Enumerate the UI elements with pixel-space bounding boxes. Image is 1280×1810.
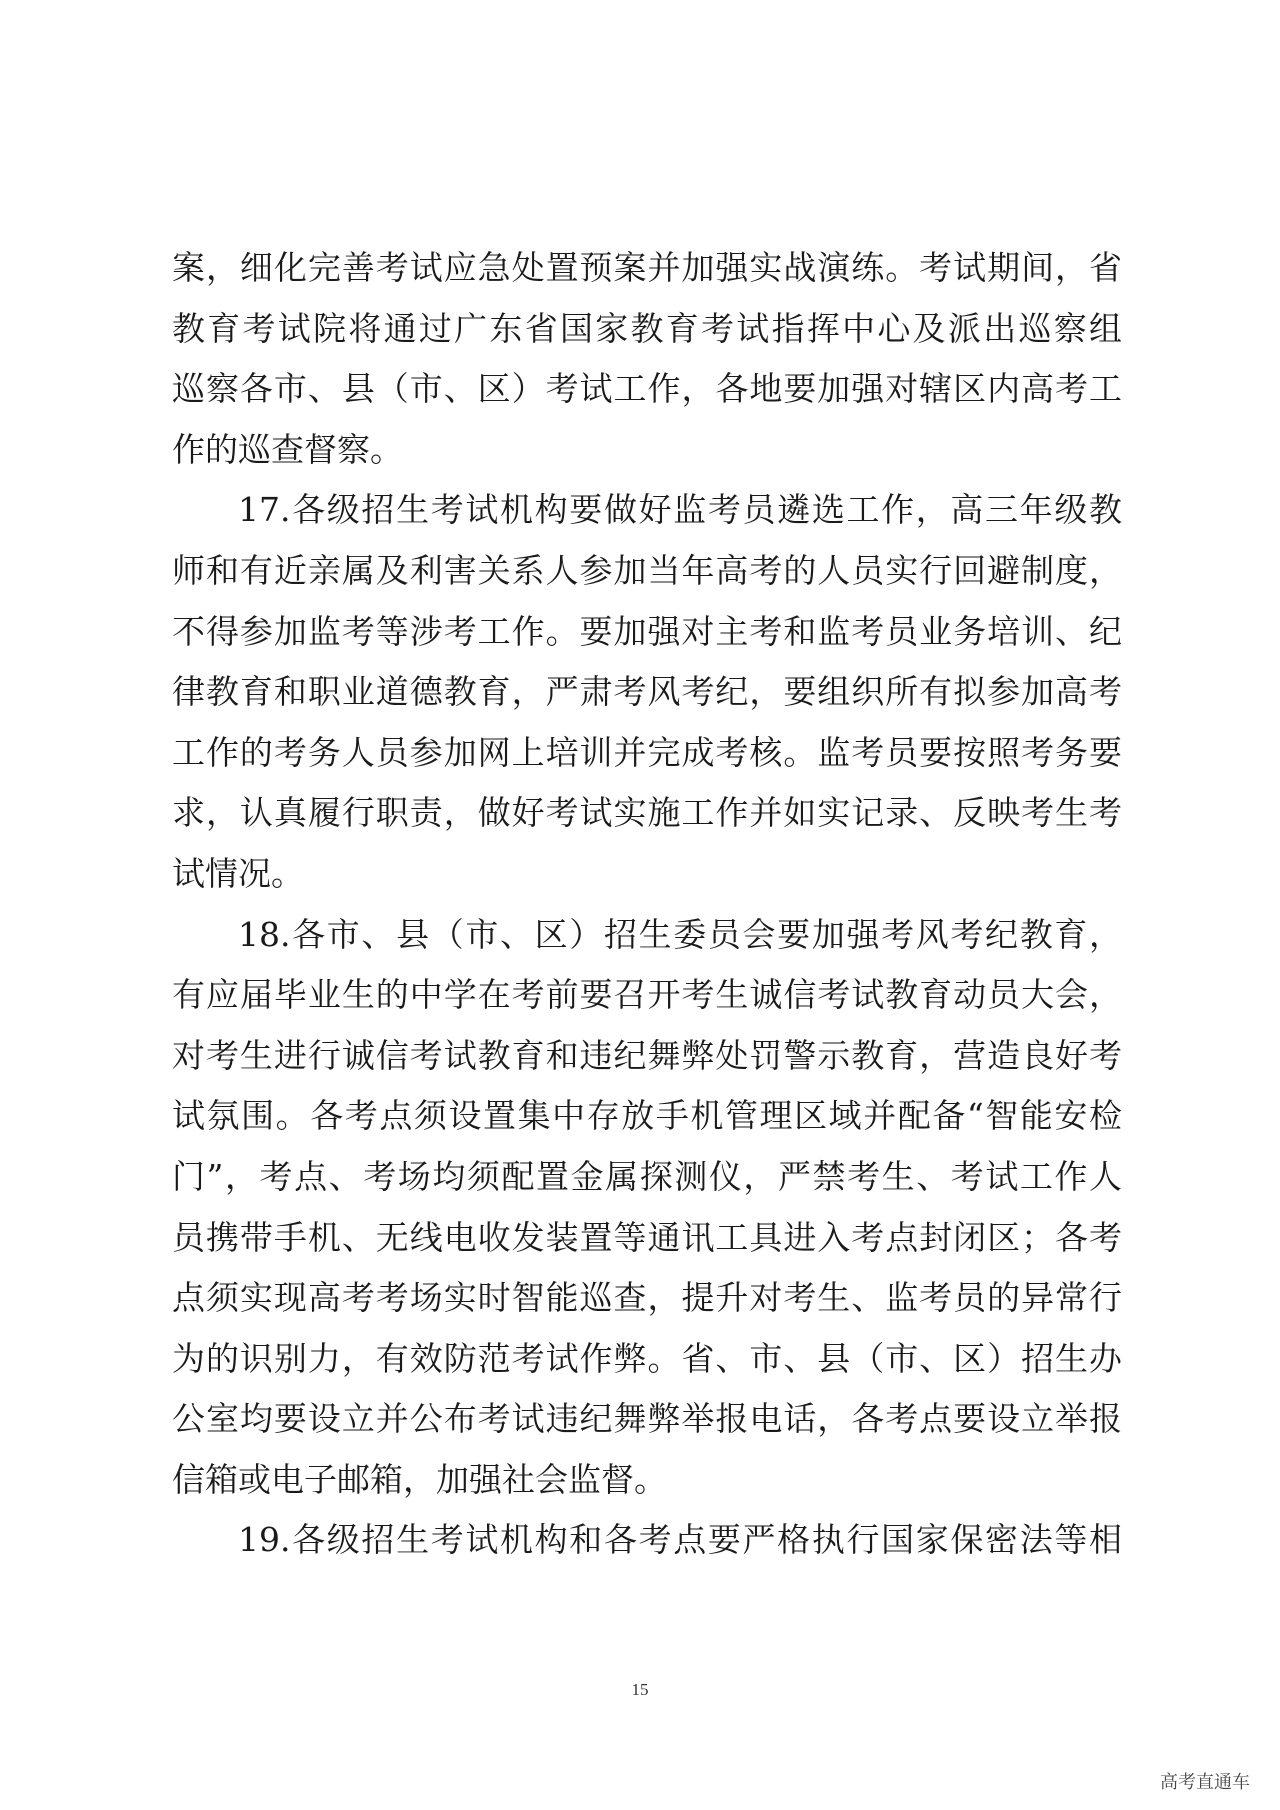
text-line: 教育考试院将通过广东省国家教育考试指挥中心及派出巡察组 [172,308,1122,348]
text-line: 求，认真履行职责，做好考试实施工作并如实记录、反映考生考 [172,793,1122,833]
body-text [172,238,1122,1571]
text-line: 师和有近亲属及利害关系人参加当年高考的人员实行回避制度， [172,550,1122,590]
text-line: 员携带手机、无线电收发装置等通讯工具进入考点封闭区；各考 [172,1217,1122,1257]
text-line: 案，细化完善考试应急处置预案并加强实战演练。考试期间，省 [172,248,1122,287]
text-line: 不得参加监考等涉考工作。要加强对主考和监考员业务培训、纪 [172,611,1122,651]
text-line: 工作的考务人员参加网上培训并完成考核。监考员要按照考务要 [172,732,1122,772]
text-line: 公室均要设立并公布考试违纪舞弊举报电话，各考点要设立举报 [172,1399,1122,1439]
text-line: 作的巡查督察。 [172,429,403,469]
text-line: 试情况。 [172,853,304,893]
text-line: 对考生进行诚信考试教育和违纪舞弊处罚警示教育，营造良好考 [172,1035,1122,1075]
text-line: 门”，考点、考场均须配置金属探测仪，严禁考生、考试工作人 [172,1156,1122,1196]
text-line: 有应届毕业生的中学在考前要召开考生诚信考试教育动员大会， [172,975,1122,1015]
text-line: 律教育和职业道德教育，严肃考风考纪，要组织所有拟参加高考 [172,672,1122,712]
text-line: 19.各级招生考试机构和各考点要严格执行国家保密法等相 [238,1520,1122,1560]
text-line: 巡察各市、县（市、区）考试工作，各地要加强对辖区内高考工 [172,369,1122,409]
text-line: 17.各级招生考试机构要做好监考员遴选工作，高三年级教 [238,490,1122,530]
text-line: 为的识别力，有效防范考试作弊。省、市、县（市、区）招生办 [172,1338,1122,1378]
text-line: 试氛围。各考点须设置集中存放手机管理区域并配备“智能安检 [172,1096,1122,1136]
text-line: 信箱或电子邮箱，加强社会监督。 [172,1459,667,1499]
page-number: 15 [631,1680,649,1699]
text-line: 18.各市、县（市、区）招生委员会要加强考风考纪教育， [238,914,1122,954]
text-line: 点须实现高考考场实时智能巡查，提升对考生、监考员的异常行 [172,1278,1122,1318]
watermark-text: 高考直通车 [1160,1772,1250,1793]
